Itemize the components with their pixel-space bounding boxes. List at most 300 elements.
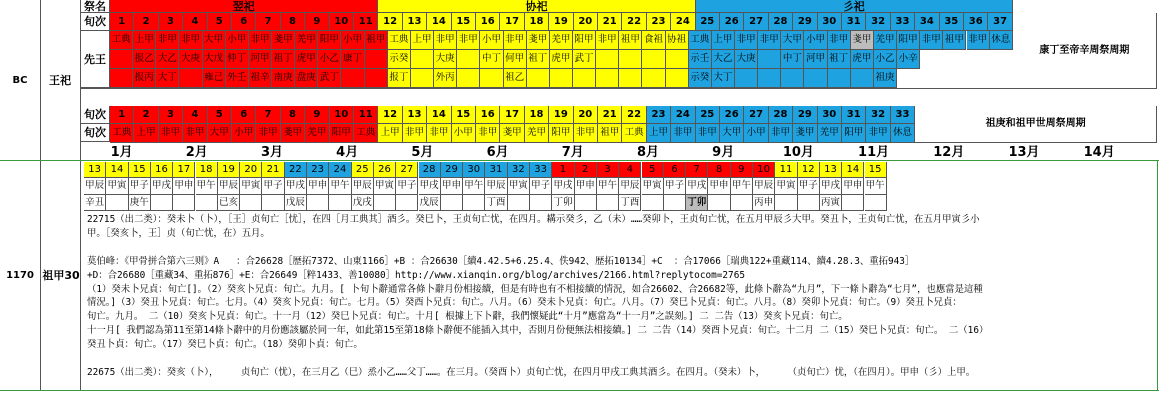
round-number: 1 xyxy=(110,106,134,124)
round-number: 13 xyxy=(403,13,427,31)
round-number: 29 xyxy=(793,13,817,31)
round-number: 3 xyxy=(159,13,183,31)
calendar-extra: 已亥 xyxy=(218,195,240,211)
calendar-ganzhi: 甲午 xyxy=(196,178,218,195)
calendar-extra: 丁卯 xyxy=(552,195,574,211)
calendar-ganzhi: 甲寅 xyxy=(374,178,396,195)
round-number: 14 xyxy=(427,106,451,124)
calendar-extra xyxy=(842,195,864,211)
king-name: 协祖 xyxy=(666,31,689,50)
king-name: 上甲 xyxy=(647,124,671,143)
calendar-ganzhi: 甲申 xyxy=(575,178,597,195)
round-number: 20 xyxy=(574,106,598,124)
calendar-ganzhi: 甲辰 xyxy=(753,178,775,195)
king-name xyxy=(550,69,573,88)
calendar-number: 7 xyxy=(686,162,708,178)
king-name: 羌甲 xyxy=(550,31,573,50)
calendar-number: 14 xyxy=(106,162,128,178)
calendar-extra xyxy=(865,195,887,211)
king-name xyxy=(758,69,781,88)
round-number: 17 xyxy=(500,13,524,31)
calendar-extra xyxy=(463,195,485,211)
king-name xyxy=(642,50,665,69)
note-line: 甲。［癸亥卜，王］贞（旬亡忧，在）五月。 xyxy=(87,227,270,239)
calendar-ganzhi: 甲辰 xyxy=(84,178,106,195)
note-line: 旬亡。九月。 二（10）癸亥卜兄貞：旬亡。十一月（12）癸巳卜兄貞：旬亡。十月[ 根據上下卜辭，我們懷疑此“十月”應當為“十一月”之誤刻。] 二 二告（13）癸亥卜兄貞：旬亡。 xyxy=(87,311,848,323)
round-number: 25 xyxy=(696,106,720,124)
divider xyxy=(40,0,41,390)
king-name: 大乙 xyxy=(712,50,735,69)
calendar-number: 4 xyxy=(619,162,641,178)
round-number: 3 xyxy=(159,106,183,124)
calendar-ganzhi: 甲午 xyxy=(329,178,351,195)
calendar-ganzhi: 甲子 xyxy=(129,178,151,195)
calendar-extra: 庚午 xyxy=(129,195,151,211)
calendar-extra xyxy=(798,195,820,211)
king-name: 上甲 xyxy=(712,31,735,50)
round-number: 20 xyxy=(574,13,598,31)
king-name: 非甲 xyxy=(504,31,527,50)
king-name: 外丙 xyxy=(434,69,457,88)
king-name: 非甲 xyxy=(427,124,451,143)
calendar-ganzhi: 甲辰 xyxy=(352,178,374,195)
king-name: 阳甲 xyxy=(549,124,573,143)
king-name: 工典 xyxy=(689,31,712,50)
calendar-extra xyxy=(262,195,284,211)
king-name: 小乙 xyxy=(318,50,341,69)
calendar-ganzhi: 甲寅 xyxy=(240,178,262,195)
calendar-number: 32 xyxy=(508,162,530,178)
header-sacrifice-label: 祭名 xyxy=(81,0,110,13)
round-number: 30 xyxy=(818,106,842,124)
king-name: 祖丁 xyxy=(527,50,550,69)
month-label: 2月 xyxy=(185,145,208,160)
calendar-ganzhi: 甲戌 xyxy=(285,178,307,195)
king-name: 祖甲 xyxy=(365,31,388,50)
king-name: 大甲 xyxy=(203,31,226,50)
king-name: 工典 xyxy=(622,124,646,143)
king-name: 非甲 xyxy=(476,124,500,143)
king-name xyxy=(596,69,619,88)
month-label: 1月 xyxy=(110,145,133,160)
round-number: 22 xyxy=(622,13,646,31)
round-number: 37 xyxy=(988,13,1012,31)
calendar-number: 12 xyxy=(798,162,820,178)
calendar-extra xyxy=(196,195,218,211)
round-number: 12 xyxy=(378,13,402,31)
king-name xyxy=(619,50,642,69)
calendar-ganzhi: 甲申 xyxy=(441,178,463,195)
king-name: 小甲 xyxy=(480,31,503,50)
divider xyxy=(0,390,1159,391)
header-round-label-b2: 旬次 xyxy=(81,124,110,142)
calendar-ganzhi: 甲寅 xyxy=(508,178,530,195)
note-line: 22675（出二类）：癸亥（卜）， 贞旬亡（忧），在三月乙（巳）烝小乙……父丁……。在三月。（癸酉卜）贞旬亡忧，在四月甲戌工典其酒彡。在四月。（癸未）卜， （贞旬亡）忧，（在四月）。甲申（彡）上甲。 xyxy=(87,366,976,378)
round-number: 25 xyxy=(696,13,720,31)
king-name xyxy=(480,69,503,88)
month-label: 14月 xyxy=(1083,145,1115,160)
sacrifice-name: 翌祀 xyxy=(110,0,378,13)
king-name xyxy=(666,50,689,69)
round-number: 28 xyxy=(769,13,793,31)
calendar-extra: 丙申 xyxy=(753,195,775,211)
king-name: 中丁 xyxy=(781,50,804,69)
round-number: 2 xyxy=(134,106,158,124)
calendar-number: 25 xyxy=(352,162,374,178)
king-name: 南庚 xyxy=(272,69,295,88)
king-name: 工典 xyxy=(110,31,133,50)
king-name: 休息 xyxy=(990,31,1013,50)
round-number: 10 xyxy=(330,106,354,124)
king-name xyxy=(411,69,434,88)
king-name: 非甲 xyxy=(457,31,480,50)
calendar-extra: 丁酉 xyxy=(619,195,641,211)
round-number: 16 xyxy=(476,13,500,31)
divider xyxy=(1157,160,1158,390)
note-line: 十一月[ 我們認為第11至第14條卜辭中的月份應該屬於同一年，如此第15至第18條卜辭便不能插入其中，否則月份便無法相接續。] 二 二告（14）癸酉卜兄貞：旬亡。十二月 二（15）癸巳卜兄貞：旬亡。 二（16） xyxy=(87,325,989,337)
king-name: 武丁 xyxy=(318,69,341,88)
king-name: 武丁 xyxy=(573,50,596,69)
king-name: 上甲 xyxy=(134,124,158,143)
king-name: 非甲 xyxy=(574,124,598,143)
month-label: 8月 xyxy=(636,145,659,160)
king-name: 小甲 xyxy=(744,124,768,143)
king-name xyxy=(110,69,133,88)
calendar-number: 31 xyxy=(485,162,507,178)
calendar-number: 23 xyxy=(307,162,329,178)
king-name: 小甲 xyxy=(232,124,256,143)
calendar-number: 33 xyxy=(530,162,552,178)
calendar-number: 26 xyxy=(374,162,396,178)
round-number: 21 xyxy=(598,106,622,124)
round-number: 36 xyxy=(964,13,988,31)
king-name: 何甲 xyxy=(504,50,527,69)
calendar-number: 24 xyxy=(329,162,351,178)
calendar-extra xyxy=(441,195,463,211)
king-name: 羌甲 xyxy=(818,124,842,143)
king-name xyxy=(527,69,550,88)
sacrifice-name: 彡祀 xyxy=(696,0,1013,13)
calendar-number: 6 xyxy=(664,162,686,178)
round-number: 28 xyxy=(769,106,793,124)
king-name xyxy=(851,69,874,88)
king-name: 祖甲 xyxy=(598,124,622,143)
round-number: 33 xyxy=(891,106,915,124)
king-name: 非甲 xyxy=(179,31,202,50)
king-name: 非甲 xyxy=(696,124,720,143)
month-label: 10月 xyxy=(782,145,814,160)
king-name xyxy=(619,69,642,88)
round-number: 31 xyxy=(842,106,866,124)
calendar-ganzhi: 甲申 xyxy=(307,178,329,195)
king-name: 祖甲 xyxy=(943,31,966,50)
king-name: 小辛 xyxy=(897,50,920,69)
round-number: 22 xyxy=(622,106,646,124)
calendar-ganzhi: 甲午 xyxy=(597,178,619,195)
header-xian-label: 先王 xyxy=(81,31,110,88)
year-label: 1170 xyxy=(6,269,34,281)
round-number: 11 xyxy=(354,13,378,31)
king-name xyxy=(642,69,665,88)
calendar-number: 29 xyxy=(441,162,463,178)
king-name: 非甲 xyxy=(769,124,793,143)
reign-label: 祖甲30 xyxy=(42,269,80,282)
king-name: 阳甲 xyxy=(573,31,596,50)
calendar-extra xyxy=(173,195,195,211)
king-name: 戔甲 xyxy=(851,31,874,50)
king-name: 阳甲 xyxy=(842,124,866,143)
king-name: 祖丁 xyxy=(272,50,295,69)
round-number: 23 xyxy=(647,106,671,124)
king-name: 示癸 xyxy=(689,69,712,88)
king-name xyxy=(365,50,388,69)
round-number: 15 xyxy=(452,106,476,124)
king-name: 羌甲 xyxy=(305,124,329,143)
round-number: 9 xyxy=(305,106,329,124)
king-name xyxy=(179,69,202,88)
round-number: 24 xyxy=(671,13,695,31)
round-number: 10 xyxy=(330,13,354,31)
calendar-extra xyxy=(664,195,686,211)
calendar-number: 21 xyxy=(262,162,284,178)
king-name: 虎甲 xyxy=(295,50,318,69)
king-name xyxy=(457,50,480,69)
round-number: 9 xyxy=(305,13,329,31)
king-name: 工典 xyxy=(354,124,378,143)
round-number: 13 xyxy=(403,106,427,124)
calendar-ganzhi: 甲申 xyxy=(708,178,730,195)
calendar-number: 16 xyxy=(151,162,173,178)
calendar-number: 3 xyxy=(597,162,619,178)
note-line: +D：合26680［重藏34、重拓876］+E：合26649［粹1433、善10080］http://www.xianqin.org/blog/archives/2166.html?replytocom=2765 xyxy=(87,269,745,281)
king-name: 盘庚 xyxy=(295,69,318,88)
round-number: 33 xyxy=(891,13,915,31)
king-name: 休息 xyxy=(891,124,915,143)
king-name: 报丁 xyxy=(388,69,411,88)
calendar-number: 13 xyxy=(820,162,842,178)
calendar-extra xyxy=(508,195,530,211)
calendar-number: 20 xyxy=(240,162,262,178)
king-name: 戔甲 xyxy=(500,124,524,143)
calendar-ganzhi: 甲子 xyxy=(798,178,820,195)
calendar-ganzhi: 甲辰 xyxy=(619,178,641,195)
round-number: 5 xyxy=(208,13,232,31)
calendar-ganzhi: 甲申 xyxy=(842,178,864,195)
calendar-extra xyxy=(151,195,173,211)
calendar-number: 9 xyxy=(731,162,753,178)
month-label: 9月 xyxy=(712,145,735,160)
round-number: 14 xyxy=(427,13,451,31)
round-number: 18 xyxy=(525,13,549,31)
calendar-ganzhi: 甲寅 xyxy=(642,178,664,195)
king-name: 戔甲 xyxy=(272,31,295,50)
calendar-ganzhi: 甲戌 xyxy=(151,178,173,195)
calendar-number: 11 xyxy=(775,162,797,178)
king-name: 食祖 xyxy=(642,31,665,50)
round-number: 6 xyxy=(232,13,256,31)
calendar-extra xyxy=(575,195,597,211)
king-name xyxy=(758,50,781,69)
period-label-a: 康丁至帝辛周祭周期 xyxy=(1013,13,1157,88)
king-name: 非甲 xyxy=(735,31,758,50)
king-name: 小甲 xyxy=(452,124,476,143)
calendar-number: 8 xyxy=(708,162,730,178)
king-name: 祖乙 xyxy=(504,69,527,88)
king-name xyxy=(411,50,434,69)
king-name: 非甲 xyxy=(183,124,207,143)
calendar-ganzhi: 甲子 xyxy=(664,178,686,195)
king-name: 小乙 xyxy=(874,50,897,69)
calendar-extra xyxy=(775,195,797,211)
calendar-ganzhi: 甲午 xyxy=(865,178,887,195)
king-name xyxy=(804,69,827,88)
round-number: 7 xyxy=(256,106,280,124)
king-name: 非甲 xyxy=(596,31,619,50)
month-label: 5月 xyxy=(411,145,434,160)
calendar-ganzhi: 甲戌 xyxy=(820,178,842,195)
round-number: 8 xyxy=(281,106,305,124)
calendar-number: 27 xyxy=(396,162,418,178)
king-name: 祖甲 xyxy=(619,31,642,50)
calendar-ganzhi: 甲寅 xyxy=(106,178,128,195)
round-number: 6 xyxy=(232,106,256,124)
calendar-ganzhi: 甲辰 xyxy=(218,178,240,195)
calendar-extra xyxy=(642,195,664,211)
round-number: 5 xyxy=(208,106,232,124)
round-number: 31 xyxy=(842,13,866,31)
round-number: 12 xyxy=(378,106,402,124)
calendar-extra xyxy=(708,195,730,211)
king-name: 工典 xyxy=(388,31,411,50)
calendar-ganzhi: 甲子 xyxy=(530,178,552,195)
calendar-ganzhi: 甲戌 xyxy=(686,178,708,195)
note-line: 22715（出二类）：癸未卜（卜），［王］贞旬亡［忧］，在四［月工典其］酒彡。癸巳卜，王贞旬亡忧，在四月。耩示癸彡，乙（未）……癸卯卜，王贞旬亡忧，在五月甲辰彡大甲。癸丑卜，王贞旬亡忧，在五月甲寅彡小 xyxy=(87,214,980,225)
king-name: 非甲 xyxy=(256,124,280,143)
king-name xyxy=(573,69,596,88)
calendar-number: 15 xyxy=(865,162,887,178)
calendar-number: 28 xyxy=(419,162,441,178)
king-name: 仲丁 xyxy=(226,50,249,69)
round-number: 2 xyxy=(134,13,158,31)
king-name: 大戊 xyxy=(203,50,226,69)
king-name: 非甲 xyxy=(403,124,427,143)
king-name: 上甲 xyxy=(411,31,434,50)
calendar-extra: 戊辰 xyxy=(285,195,307,211)
king-name: 大丁 xyxy=(156,69,179,88)
month-label: 4月 xyxy=(336,145,359,160)
calendar-number: 18 xyxy=(196,162,218,178)
calendar-extra xyxy=(106,195,128,211)
header-round-label-b: 旬次 xyxy=(81,106,110,124)
month-label: 13月 xyxy=(1008,145,1040,160)
calendar-ganzhi: 甲申 xyxy=(173,178,195,195)
king-name: 上甲 xyxy=(378,124,402,143)
calendar-number: 5 xyxy=(642,162,664,178)
calendar-extra xyxy=(396,195,418,211)
king-name: 雍己 xyxy=(203,69,226,88)
king-name: 报乙 xyxy=(133,50,156,69)
king-name: 大庚 xyxy=(735,50,758,69)
king-name: 河甲 xyxy=(804,50,827,69)
king-name: 小甲 xyxy=(804,31,827,50)
calendar-number: 30 xyxy=(463,162,485,178)
round-number: 19 xyxy=(549,106,573,124)
king-name: 祖丁 xyxy=(828,50,851,69)
round-number: 34 xyxy=(915,13,939,31)
king-name: 虎甲 xyxy=(851,50,874,69)
calendar-ganzhi: 甲辰 xyxy=(485,178,507,195)
king-name: 祖庚 xyxy=(874,69,897,88)
note-line: 癸丑卜貞：旬亡。（17）癸巳卜貞：旬亡。（18）癸卯卜貞：旬亡。 xyxy=(87,339,363,351)
king-name: 祖辛 xyxy=(249,69,272,88)
king-name: 大丁 xyxy=(712,69,735,88)
round-number: 17 xyxy=(500,106,524,124)
bc-label: BC xyxy=(12,74,28,86)
note-line: 情況。]（3）癸丑卜兄貞：旬亡。七月。（4）癸亥卜兄貞：旬亡。七月。（5）癸酉卜兄貞：旬亡。八月。（6）癸未卜兄貞：旬亡。八月。（7）癸巳卜兄貞：旬亡。八月。（8）癸卯卜兄貞：旬亡。（9）癸丑卜兄貞： xyxy=(87,297,962,309)
king-name: 戔甲 xyxy=(527,31,550,50)
note-line: 莫伯峰：《甲骨拼合第六三则》A ：合26628［歴拓7372、山東1166］+B ：合26630［續4.42.5+6.25.4、佚942、歴拓10134］+C ：合17066［瑞典122+重藏114、續4.28.3、重拓943］ xyxy=(87,255,915,267)
note-line: （1）癸未卜兄貞：旬亡[]。（2）癸亥卜兄貞：旬亡。九月。[ 卜旬卜辭通常各條卜辭月份相接續，但是有時也有不相接續的情況，如合26602、合26682等，此條卜辭為“九月”，下一條卜辭為“七月”，也應當是這種 xyxy=(87,283,983,295)
round-number: 11 xyxy=(354,106,378,124)
king-name: 大甲 xyxy=(720,124,744,143)
king-name: 非甲 xyxy=(967,31,990,50)
calendar-ganzhi: 甲午 xyxy=(463,178,485,195)
calendar-number: 22 xyxy=(285,162,307,178)
calendar-number: 19 xyxy=(218,162,240,178)
period-label-b: 祖庚和祖甲世周祭周期 xyxy=(915,106,1157,143)
king-name: 非甲 xyxy=(920,31,943,50)
king-label: 王祀 xyxy=(49,74,71,87)
king-name: 工典 xyxy=(110,124,134,143)
round-number: 4 xyxy=(183,13,207,31)
calendar-extra xyxy=(374,195,396,211)
calendar-extra: 戊辰 xyxy=(419,195,441,211)
king-name: 中丁 xyxy=(480,50,503,69)
king-name: 羌甲 xyxy=(874,31,897,50)
king-name: 阳甲 xyxy=(330,124,354,143)
round-number: 32 xyxy=(866,13,890,31)
king-name: 河甲 xyxy=(249,50,272,69)
king-name: 非甲 xyxy=(758,31,781,50)
king-name: 戔甲 xyxy=(281,124,305,143)
calendar-number: 1 xyxy=(552,162,574,178)
king-name xyxy=(457,69,480,88)
calendar-number: 15 xyxy=(129,162,151,178)
calendar-extra: 丁卯 xyxy=(686,195,708,211)
king-name xyxy=(596,50,619,69)
calendar-extra xyxy=(731,195,753,211)
calendar-extra xyxy=(530,195,552,211)
king-name: 非甲 xyxy=(159,124,183,143)
calendar-number: 17 xyxy=(173,162,195,178)
round-number: 24 xyxy=(671,106,695,124)
round-number: 18 xyxy=(525,106,549,124)
king-name xyxy=(341,69,364,88)
round-number: 32 xyxy=(866,106,890,124)
calendar-number: 13 xyxy=(84,162,106,178)
king-name xyxy=(781,69,804,88)
sacrifice-name: 协祀 xyxy=(378,0,695,13)
king-name: 非甲 xyxy=(671,124,695,143)
king-name: 非甲 xyxy=(249,31,272,50)
king-name: 阳甲 xyxy=(318,31,341,50)
king-name: 外壬 xyxy=(226,69,249,88)
round-number: 26 xyxy=(720,106,744,124)
king-name: 大庚 xyxy=(434,50,457,69)
king-name xyxy=(110,50,133,69)
king-name: 非甲 xyxy=(434,31,457,50)
king-name: 大甲 xyxy=(208,124,232,143)
